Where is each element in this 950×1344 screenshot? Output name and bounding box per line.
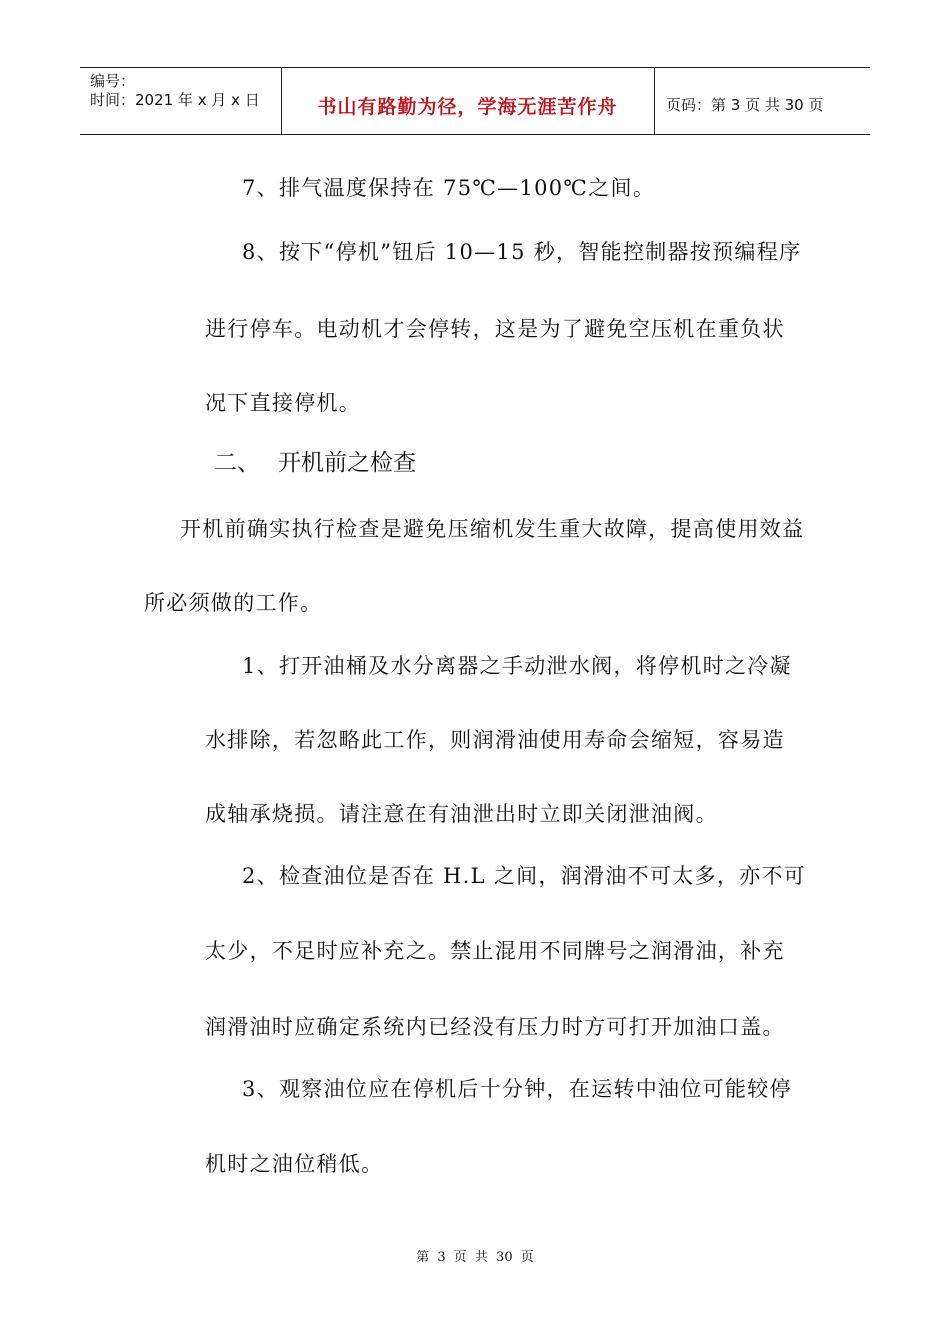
body-line: 成轴承烧损。请注意在有油泄出时立即关闭泄油阀。 — [205, 802, 718, 826]
section-title: 开机前之检查 — [278, 450, 416, 476]
header-page-info: 页码：第 3 页 共 30 页 — [666, 96, 824, 114]
body-line: 润滑油时应确定系统内已经没有压力时方可打开加油口盖。 — [205, 1015, 785, 1039]
page-footer: 第 3 页 共 30 页 — [416, 1250, 534, 1265]
section-heading — [214, 444, 416, 477]
header-motto: 书山有路勤为径，学海无涯苦作舟 — [317, 96, 618, 118]
body-line: 太少，不足时应补充之。禁止混用不同牌号之润滑油，补充 — [205, 939, 785, 963]
body-line: 8、按下“停机”钮后 10—15 秒，智能控制器按预编程序 — [242, 240, 802, 264]
header-meta — [90, 72, 260, 110]
body-line: 7、排气温度保持在 75℃—100℃之间。 — [242, 176, 656, 200]
header-divider — [654, 68, 655, 134]
date-line: 时间：2021 年 x 月 x 日 — [90, 91, 260, 109]
body-line: 进行停车。电动机才会停转，这是为了避免空压机在重负状 — [205, 317, 785, 341]
body-line: 3、观察油位应在停机后十分钟，在运转中油位可能较停 — [242, 1077, 792, 1101]
body-line: 2、检查油位是否在 H.L 之间，润滑油不可太多，亦不可 — [242, 864, 807, 888]
body-line: 所必须做的工作。 — [144, 591, 323, 615]
body-line: 1、打开油桶及水分离器之手动泄水阀，将停机时之冷凝 — [242, 654, 792, 678]
serial-label: 编号： — [90, 72, 136, 90]
body-line: 水排除，若忽略此工作，则润滑油使用寿命会缩短，容易造 — [205, 728, 785, 752]
body-line: 机时之油位稍低。 — [205, 1152, 384, 1176]
body-line: 况下直接停机。 — [205, 391, 362, 415]
page-header — [80, 67, 870, 135]
body-line: 开机前确实执行检查是避免压缩机发生重大故障，提高使用效益 — [180, 517, 805, 541]
section-number: 二、 — [214, 450, 260, 476]
